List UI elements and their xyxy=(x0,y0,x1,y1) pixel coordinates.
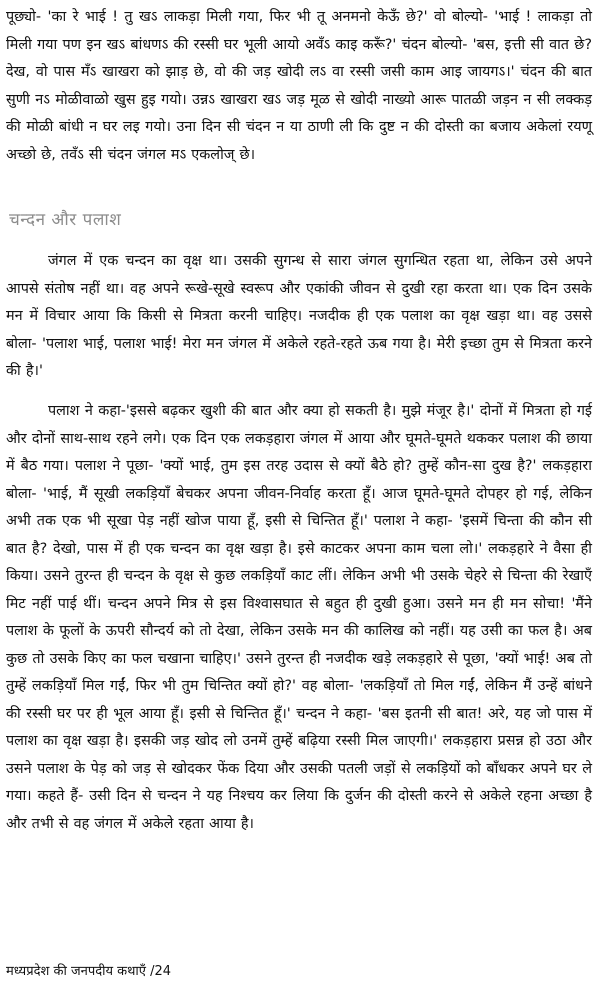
story-paragraph-intro: जंगल में एक चन्दन का वृक्ष था। उसकी सुगन्ध से सारा जंगल सुगन्धित रहता था, लेकिन उसे अपने आपसे संतोष नहीं था। वह अपने रूखे-सूखे स्वरूप और एकांकी जीवन से दुखी रहा करता था। एक दिन उसके मन में विचार आया कि किसी से मित्रता करनी चाहिए। नजदीक ही एक पलाश का वृक्ष खड़ा था। वह उससे बोला- 'पलाश भाई, पलाश भाई! मेरा मन जंगल में अकेले रहते-रहते ऊब गया है। मेरी इच्छा तुम से मित्रता करने की है।' xyxy=(6,253,592,379)
page-footer: मध्यप्रदेश की जनपदीय कथाएँ /24 xyxy=(6,964,172,979)
story-paragraph-continued: पूछ्यो- 'का रे भाई ! तु खऽ लाकड़ा मिली गया, फिर भी तू अनमनो केऊँ छे?' वो बोल्यो- 'भाई ! लाकड़ा तो मिली गया पण इन खऽ बांधणऽ की रस्सी घर भूली आयो अवँऽ काइ करूँ?' चंदन बोल्यो- 'बस, इत्ती सी वात छे? देख, वो पास मँऽ खाखरा को झाड़ छे, वो की जड़ खोदी लऽ वा रस्सी जसी काम आइ जायगऽ।' चंदन की बात सुणी नऽ मोळीवाळो खुस हुइ गयो। उन्नऽ खाखरा खऽ जड़ मूळ से खोदी नाख्यो आरू पातळी जड़न न सी लक्कड़ की मोळी बांधी न घर लइ गयो। उना दिन सी चंदन न या ठाणी ली कि दुष्ट न की दोस्ती का बजाय अकेलां रयणू अच्छो छे, तवँऽ सी चंदन जंगल मऽ एकलोज् छे। xyxy=(6,9,592,163)
story-paragraph-main: पलाश ने कहा-'इससे बढ़कर खुशी की बात और क्या हो सकती है। मुझे मंजूर है।' दोनों में मित्रता हो गई और दोनों साथ-साथ रहने लगे। एक दिन एक लकड़हारा जंगल में आया और घूमते-घूमते थककर पलाश की छाया में बैठ गया। पलाश ने पूछा- 'क्यों भाई, तुम इस तरह उदास से क्यों बैठे हो? तुम्हें कौन-सा दुख है?' लकड़हारा बोला- 'भाई, मैं सूखी लकड़ियाँ बेचकर अपना जीवन-निर्वाह करता हूँ। आज घूमते-घूमते दोपहर हो गई, लेकिन अभी तक एक भी सूखा पेड़ नहीं खोज पाया हूँ, इसी से चिन्तित हूँ।' पलाश ने कहा- 'इसमें चिन्ता की कौन सी बात है? देखो, पास में ही एक चन्दन का वृक्ष खड़ा है। इसे काटकर अपना काम चला लो।' लकड़हारे ने वैसा ही किया। उसने तुरन्त ही चन्दन के वृक्ष से कुछ लकड़ियाँ काट लीं। लेकिन अभी भी उसके चेहरे से चिन्ता की रेखाएँ मिट नहीं पाई थीं। चन्दन अपने मित्र से इस विश्वासघात से बहुत ही दुखी हुआ। उसने मन ही मन सोचा! 'मैंने पलाश के फूलों के ऊपरी सौन्दर्य को तो देखा, लेकिन उसके मन की कालिख को नहीं। यह उसी का फल है। अब कुछ तो उसके किए का फल चखाना चाहिए।' उसने तुरन्त ही नजदीक खड़े लकड़हारे से पूछा, 'क्यों भाई! अब तो तुम्हें लकड़ियाँ मिल गईं, फिर भी तुम चिन्तित क्यों हो?' वह बोला- 'लकड़ियाँ तो मिल गईं, लेकिन मैं उन्हें बांधने की रस्सी घर पर ही भूल आया हूँ। इसी से चिन्तित हूँ।' चन्दन ने कहा- 'बस इतनी सी बात! अरे, यह जो पास में पलाश का वृक्ष खड़ा है। इसकी जड़ खोद लो उनमें तुम्हें बढ़िया रस्सी मिल जाएगी।' लकड़हारा प्रसन्न हो उठा और उसने पलाश के पेड़ को जड़ से खोदकर फेंक दिया और उसकी पतली जड़ों से लकड़ियों को बाँधकर अपने घर ले गया। कहते हैं- उसी दिन से चन्दन ने यह निश्चय कर लिया कि दुर्जन की दोस्ती करने से अकेले रहना अच्छा है और तभी से वह जंगल में अकेले रहता आया है। xyxy=(6,403,592,832)
story-heading: चन्दन और पलाश xyxy=(9,210,122,230)
